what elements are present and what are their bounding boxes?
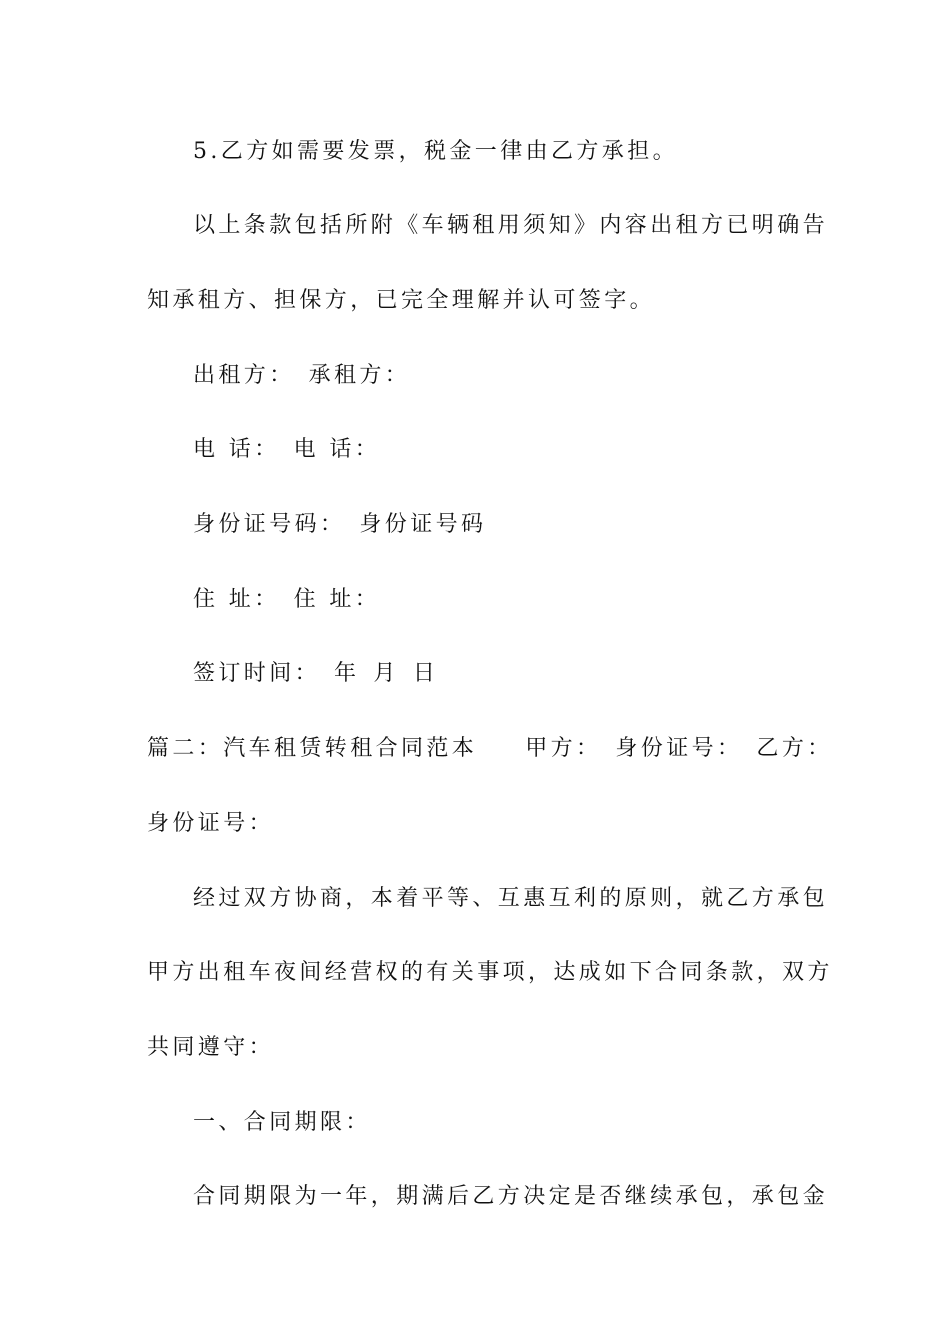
lessee-address-label: 住 址： bbox=[293, 587, 381, 612]
signature-parties-row bbox=[193, 361, 410, 391]
signature-address-row bbox=[193, 585, 380, 615]
signature-phone-row bbox=[193, 435, 380, 465]
lessee-id-label: 身份证号码 bbox=[359, 512, 487, 537]
party-a-id-label: 身份证号： bbox=[615, 736, 743, 761]
party-b-label: 乙方： bbox=[756, 736, 833, 761]
clause1-heading: 一、合同期限： bbox=[193, 1110, 371, 1135]
signature-id-row bbox=[193, 510, 486, 540]
lessor-id-label: 身份证号码： bbox=[193, 512, 346, 537]
paragraph-acknowledgement-line-2: 知承租方、担保方，已完全理解并认可签字。 bbox=[147, 288, 656, 313]
date-month: 月 bbox=[373, 661, 399, 686]
lessor-label: 出租方： bbox=[193, 363, 295, 388]
lessee-label: 承租方： bbox=[308, 363, 411, 388]
section2-heading-row bbox=[147, 734, 833, 764]
paragraph-acknowledgement-line-1: 以上条款包括所附《车辆租用须知》内容出租方已明确告 bbox=[193, 213, 829, 238]
date-label: 签订时间： bbox=[193, 661, 321, 686]
section2-title: 篇二：汽车租赁转租合同范本 bbox=[147, 736, 478, 761]
lessor-address-label: 住 址： bbox=[193, 587, 280, 612]
body-paragraph-line-3: 共同遵守： bbox=[147, 1035, 275, 1060]
party-b-id-label: 身份证号： bbox=[147, 811, 275, 836]
date-year: 年 bbox=[334, 661, 360, 686]
signature-date-row bbox=[193, 659, 438, 689]
date-day: 日 bbox=[412, 661, 439, 686]
lessor-phone-label: 电 话： bbox=[193, 437, 280, 462]
body-paragraph-line-2: 甲方出租车夜间经营权的有关事项，达成如下合同条款，双方 bbox=[147, 960, 833, 985]
lessee-phone-label: 电 话： bbox=[293, 437, 381, 462]
paragraph-invoice-tax: 5.乙方如需要发票，税金一律由乙方承担。 bbox=[193, 139, 678, 164]
clause1-text: 合同期限为一年，期满后乙方决定是否继续承包，承包金 bbox=[193, 1184, 829, 1209]
body-paragraph-line-1: 经过双方协商，本着平等、互惠互利的原则，就乙方承包 bbox=[193, 886, 829, 911]
party-a-label: 甲方： bbox=[525, 736, 602, 761]
